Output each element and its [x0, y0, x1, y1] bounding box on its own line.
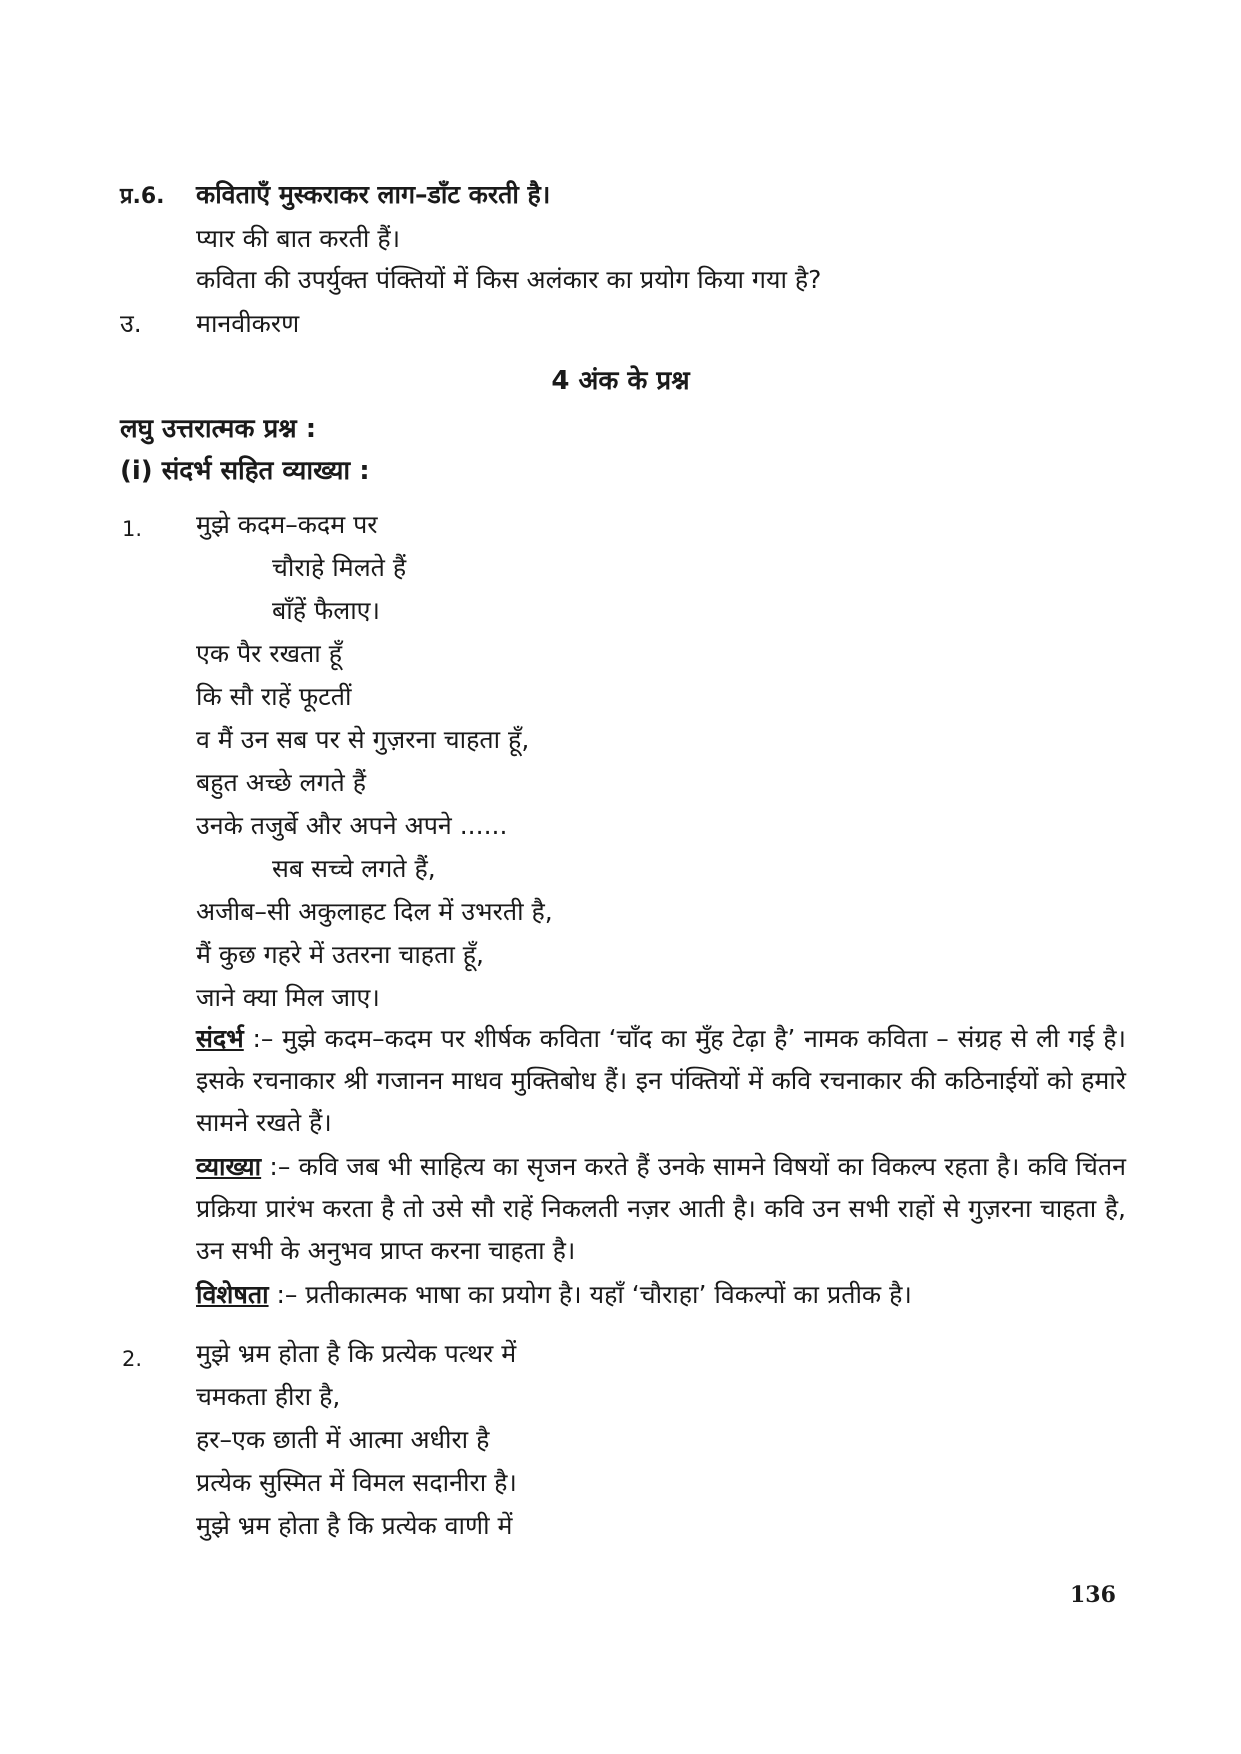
poem-line: उनके तजुर्बे और अपने अपने ......	[196, 811, 508, 840]
feature-text: :– प्रतीकात्मक भाषा का प्रयोग है। यहाँ ‘चौराहा’ विकल्पों का प्रतीक है।	[268, 1280, 912, 1309]
subheading: लघु उत्तरात्मक प्रश्न :	[120, 414, 317, 444]
context-label: संदर्भ	[196, 1024, 244, 1053]
poem-line: चौराहे मिलते हैं	[272, 553, 407, 582]
explanation-label: व्याख्या	[196, 1152, 262, 1181]
answer-label: उ.	[120, 309, 142, 338]
poem-line: प्रत्येक सुस्मित में विमल सदानीरा है।	[196, 1468, 517, 1497]
poem-line: मैं कुछ गहरे में उतरना चाहता हूँ,	[196, 940, 484, 969]
feature-label: विशेषता	[196, 1280, 269, 1309]
poem-line: अजीब–सी अकुलाहट दिल में उभरती है,	[196, 897, 553, 926]
poem-line: चमकता हीरा है,	[196, 1382, 341, 1411]
question-line: प्यार की बात करती हैं।	[196, 224, 401, 253]
feature-paragraph	[196, 1274, 1126, 1316]
poem-line: मुझे भ्रम होता है कि प्रत्येक पत्थर में	[196, 1339, 517, 1368]
question-number: प्र.6.	[120, 184, 165, 209]
section-heading: 4 अंक के प्रश्न	[551, 366, 690, 396]
question-line: कविता की उपर्युक्त पंक्तियों में किस अलंकार का प्रयोग किया गया है?	[196, 265, 822, 294]
item-number: 2.	[122, 1347, 143, 1371]
answer-text: मानवीकरण	[196, 309, 300, 338]
explanation-text: :– कवि जब भी साहित्य का सृजन करते हैं उनके सामने विषयों का विकल्प रहता है। कवि चिंतन प्रक्रिया प्रारंभ करता है तो उसे सौ राहें निकलती नज़र आती है। कवि उन सभी राहों से गुज़रना चाहता है, उन सभी के अनुभव प्राप्त करना चाहता है।	[196, 1152, 1126, 1265]
poem-line: एक पैर रखता हूँ	[196, 639, 342, 668]
poem-line: हर–एक छाती में आत्मा अधीरा है	[196, 1425, 490, 1454]
poem-line: जाने क्या मिल जाए।	[196, 983, 380, 1012]
poem-line: व मैं उन सब पर से गुज़रना चाहता हूँ,	[196, 725, 530, 754]
context-paragraph	[196, 1018, 1126, 1144]
poem-line: बहुत अच्छे लगते हैं	[196, 768, 367, 797]
subheading: (i) संदर्भ सहित व्याख्या :	[120, 456, 370, 486]
poem-line: बाँहें फैलाए।	[272, 596, 380, 625]
question-line: कविताएँ मुस्कराकर लाग–डाँट करती है।	[196, 180, 551, 209]
explanation-paragraph	[196, 1146, 1126, 1272]
page-number: 136	[1070, 1582, 1116, 1608]
poem-line: मुझे भ्रम होता है कि प्रत्येक वाणी में	[196, 1511, 513, 1540]
poem-line: सब सच्चे लगते हैं,	[272, 854, 436, 883]
poem-line: मुझे कदम–कदम पर	[196, 510, 378, 539]
poem-line: कि सौ राहें फूटतीं	[196, 682, 352, 711]
item-number: 1.	[122, 517, 143, 541]
context-text: :– मुझे कदम–कदम पर शीर्षक कविता ‘चाँद का मुँह टेढ़ा है’ नामक कविता – संग्रह से ली गई है। इसके रचनाकार श्री गजानन माधव मुक्तिबोध हैं। इन पंक्तियों में कवि रचनाकार की कठिनाईयों को हमारे सामने रखते हैं।	[196, 1024, 1126, 1137]
